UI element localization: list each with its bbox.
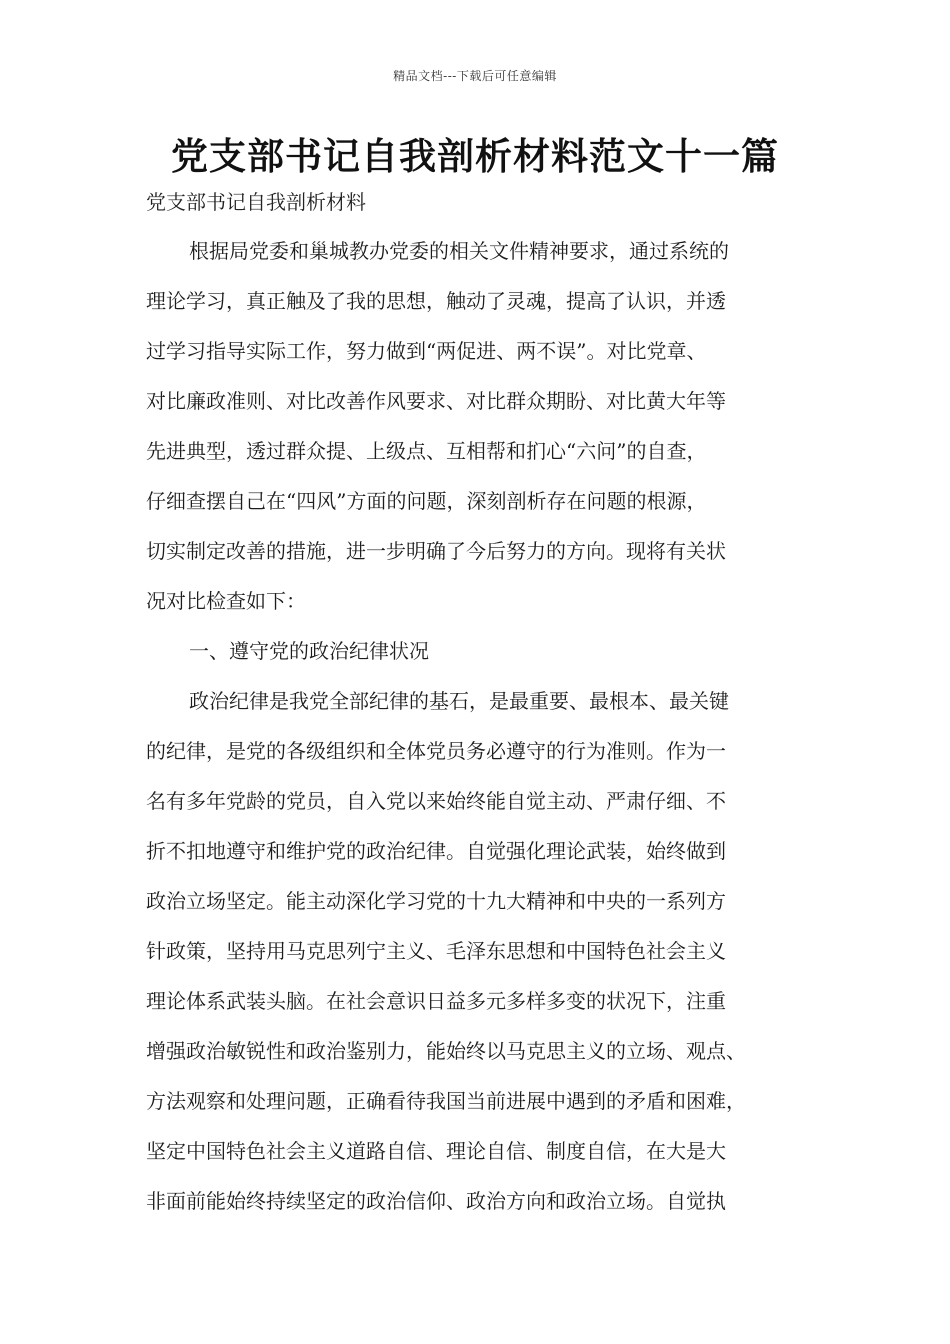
- paragraph-line: 过学习指导实际工作，努力做到“两促进、两不误”。对比党章、: [146, 339, 707, 363]
- paragraph-line: 名有多年党龄的党员，自入党以来始终能自觉主动、严肃仔细、不: [146, 789, 726, 813]
- paragraph-line: 政治纪律是我党全部纪律的基石，是最重要、最根本、最关键: [189, 689, 729, 713]
- section-heading: 一、遵守党的政治纪律状况: [189, 639, 429, 663]
- paragraph-line: 理论学习，真正触及了我的思想，触动了灵魂，提高了认识，并透: [146, 289, 726, 313]
- paragraph-line: 对比廉政准则、对比改善作风要求、对比群众期盼、对比黄大年等: [146, 389, 726, 413]
- paragraph-line: 政治立场坚定。能主动深化学习党的十九大精神和中央的一系列方: [146, 889, 726, 913]
- paragraph-line: 的纪律，是党的各级组织和全体党员务必遵守的行为准则。作为一: [146, 739, 726, 763]
- paragraph-line: 增强政治敏锐性和政治鉴别力，能始终以马克思主义的立场、观点、: [146, 1039, 746, 1063]
- paragraph-line: 理论体系武装头脑。在社会意识日益多元多样多变的状况下，注重: [146, 989, 726, 1013]
- paragraph-line: 根据局党委和巢城教办党委的相关文件精神要求，通过系统的: [189, 239, 729, 263]
- document-title: 党支部书记自我剖析材料范文十一篇: [171, 134, 779, 178]
- paragraph-line: 坚定中国特色社会主义道路自信、理论自信、制度自信，在大是大: [146, 1139, 726, 1163]
- document-body: [146, 233, 806, 1233]
- paragraph-line: 方法观察和处理问题，正确看待我国当前进展中遇到的矛盾和困难，: [146, 1089, 746, 1113]
- paragraph-line: 况对比检查如下：: [146, 589, 306, 613]
- document-subtitle: 党支部书记自我剖析材料: [146, 190, 366, 214]
- paragraph-line: 切实制定改善的措施，进一步明确了今后努力的方向。现将有关状: [146, 539, 726, 563]
- paragraph-line: 先进典型，透过群众提、上级点、互相帮和扪心“六问”的自查，: [146, 439, 707, 463]
- paragraph-line: 仔细查摆自己在“四风”方面的问题，深刻剖析存在问题的根源，: [146, 489, 707, 513]
- header-watermark: 精品文档---下载后可任意编辑: [393, 69, 557, 83]
- paragraph-line: 非面前能始终持续坚定的政治信仰、政治方向和政治立场。自觉执: [146, 1189, 726, 1213]
- paragraph-line: 针政策，坚持用马克思列宁主义、毛泽东思想和中国特色社会主义: [146, 939, 726, 963]
- paragraph-line: 折不扣地遵守和维护党的政治纪律。自觉强化理论武装，始终做到: [146, 839, 726, 863]
